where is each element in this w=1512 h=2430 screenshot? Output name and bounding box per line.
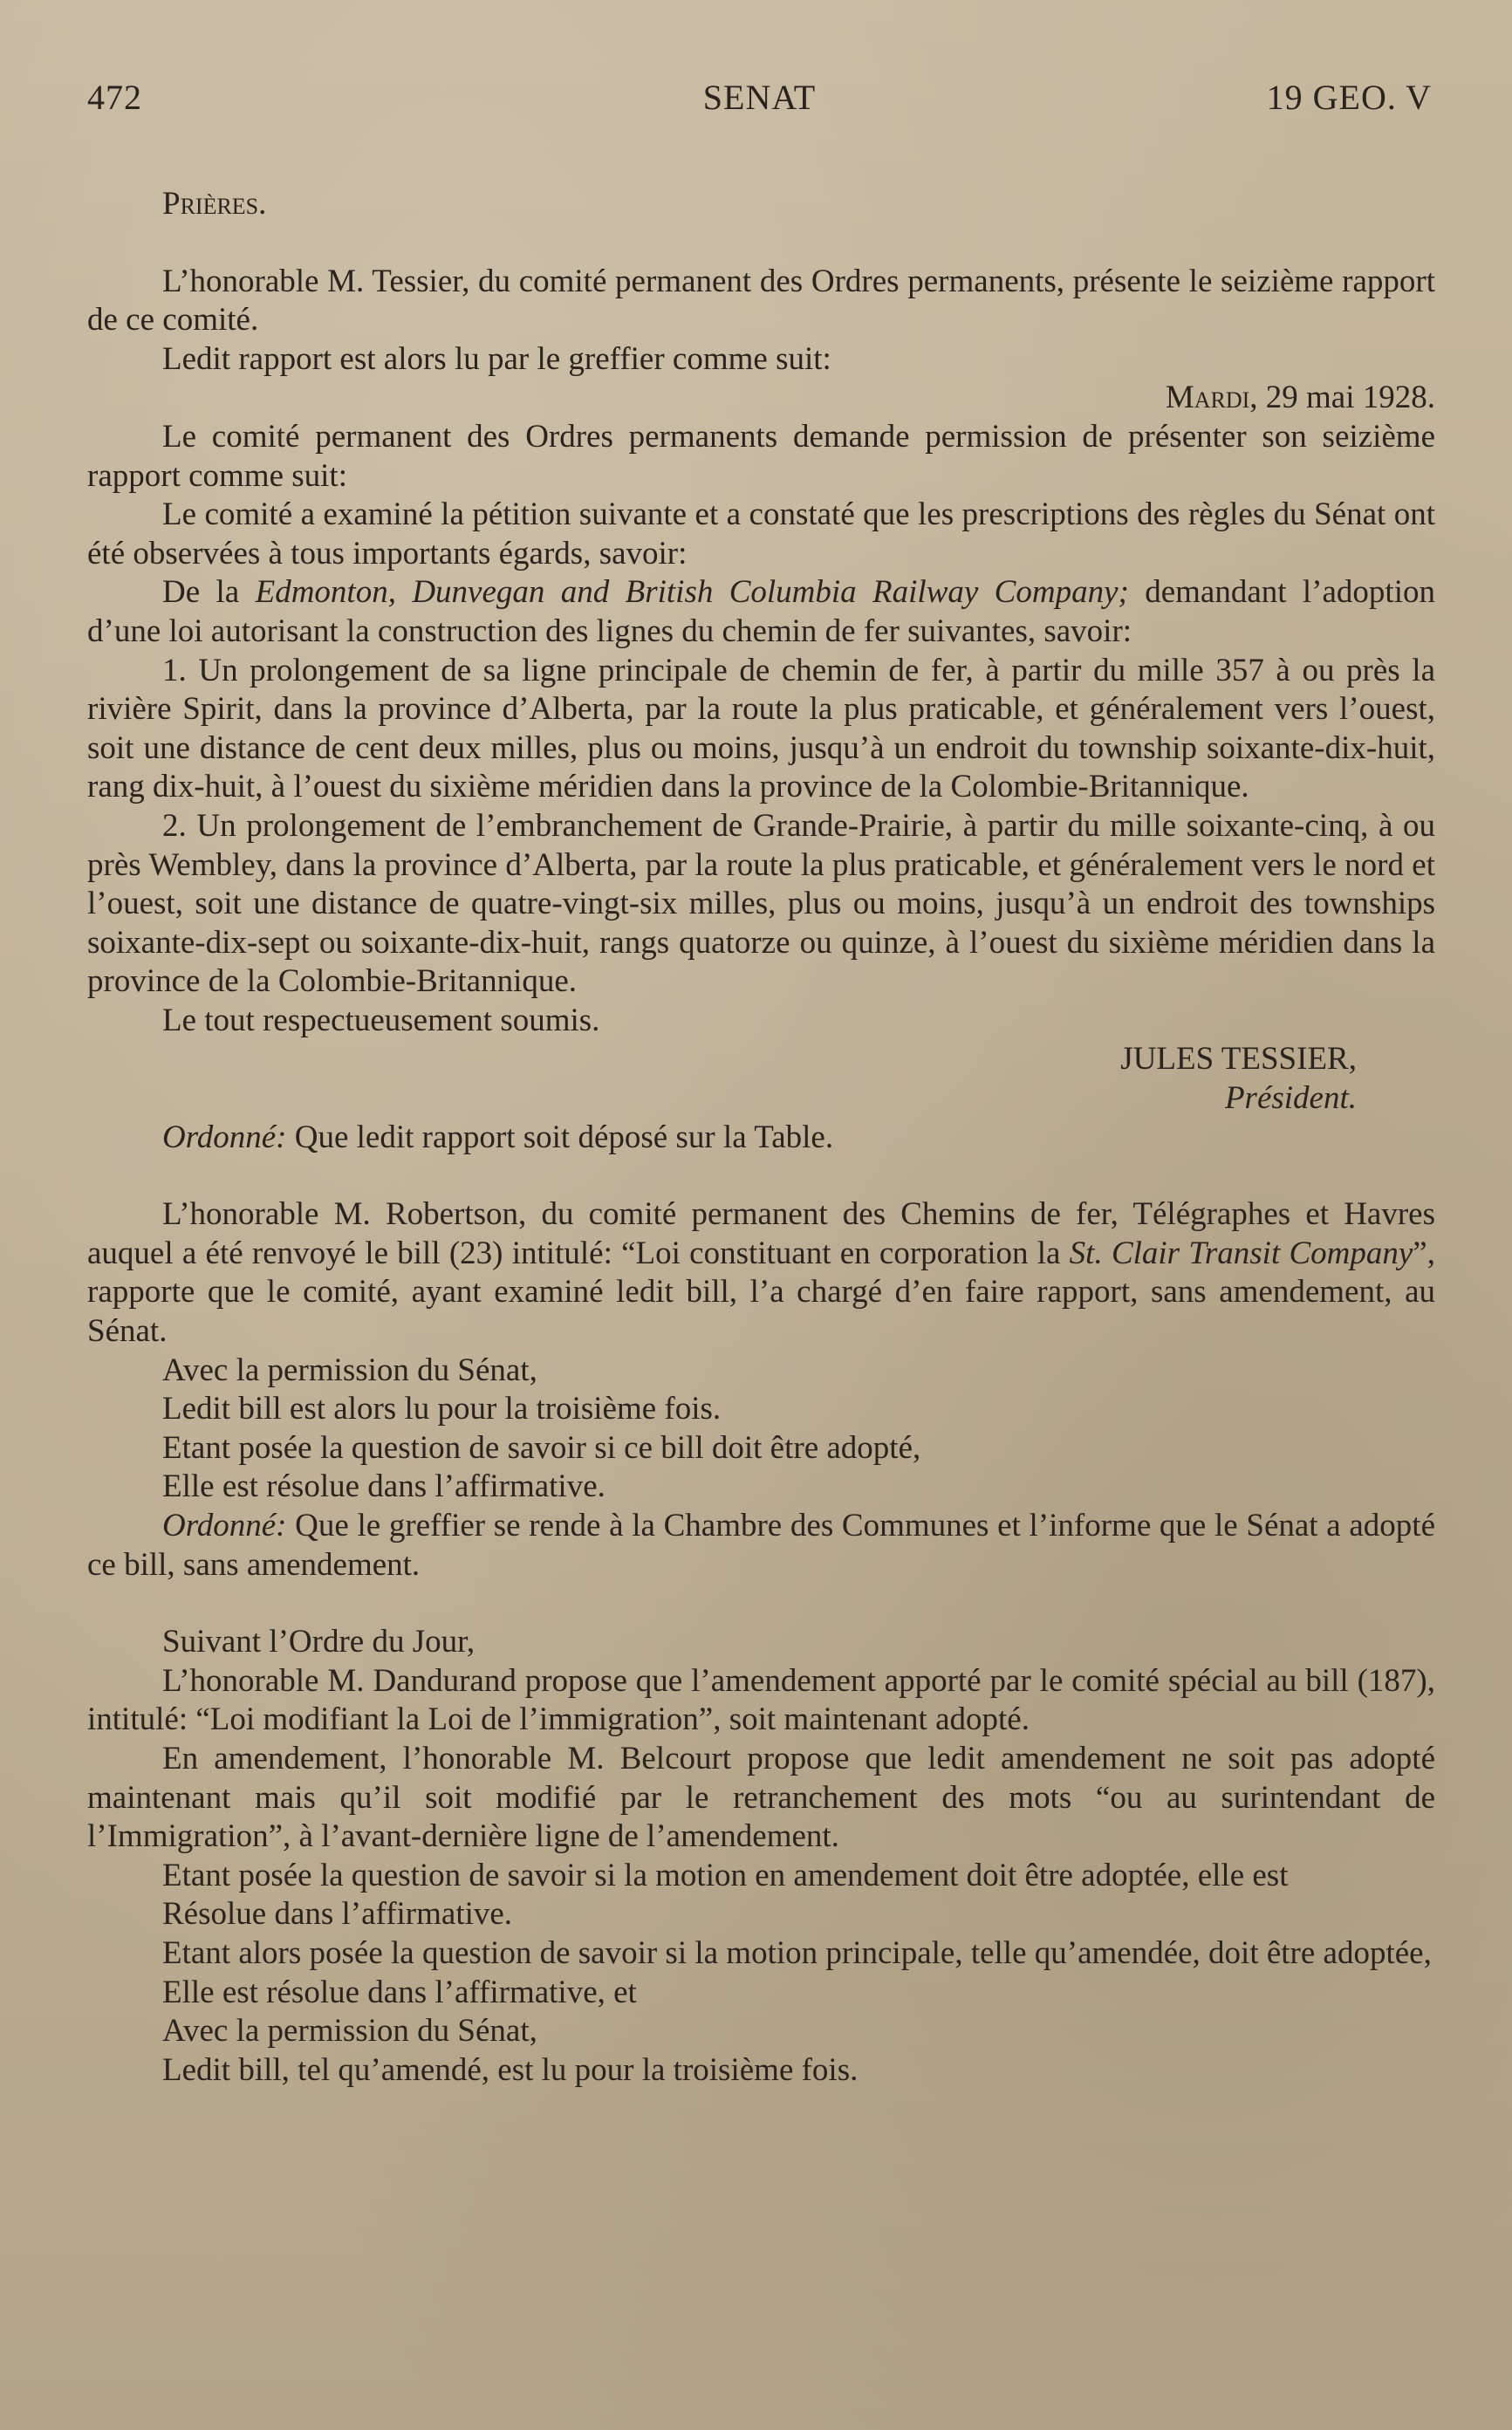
report-date-rest: , 29 mai 1928.	[1249, 380, 1435, 416]
prayers-heading: Prières.	[162, 186, 267, 222]
st-clair-company: St. Clair Transit Company	[1069, 1235, 1413, 1271]
dandurand-line-9: Ledit bill, tel qu’amendé, est lu pour la troisième fois.	[162, 2051, 859, 2088]
running-header	[87, 77, 1432, 120]
dandurand-line-7: Elle est résolue dans l’affirmative, et	[162, 1974, 637, 2010]
dandurand-line-4: Etant posée la question de savoir si la motion en amendement doit être adoptée, elle est	[162, 1857, 1289, 1893]
header-title: SENAT	[702, 78, 817, 117]
robertson-paragraph	[87, 1195, 1435, 1351]
robertson-post: ”, rapporte que le comité, ayant examiné ledit bill, l’a chargé d’en faire rapport, sans amendement, au Sénat.	[87, 1235, 1435, 1350]
p3-post: demandant l’adoption d’une loi autorisant la construction des lignes du chemin de fer suivantes, savoir:	[87, 574, 1435, 649]
order-text: Que ledit rapport soit déposé sur la Table.	[286, 1119, 834, 1155]
page-body	[87, 185, 1435, 2090]
order-text: Que le greffier se rende à la Chambre des Communes et l’informe que le Sénat a adopté ce bill, sans amendement.	[87, 1508, 1435, 1583]
dandurand-line-5: Résolue dans l’affirmative.	[162, 1896, 513, 1933]
robertson-line-1: Avec la permission du Sénat,	[162, 1352, 537, 1388]
report-closing: Le tout respectueusement soumis.	[162, 1002, 600, 1038]
header-reign: 19 GEO. V	[1266, 78, 1432, 117]
spacer	[87, 1585, 1435, 1623]
robertson-pre: L’honorable M. Robertson, du comité permanent des Chemins de fer, Télégraphes et Havres auquel a été renvoyé le bill (23) intitulé: “Loi constituant en corporation la	[87, 1196, 1435, 1271]
order-paragraph-2	[87, 1507, 1435, 1585]
page-number: 472	[87, 78, 142, 117]
dandurand-line-3: En amendement, l’honorable M. Belcourt propose que ledit amendement ne soit pas adopté maintenant mais qu’il soit modifié par le retranchement des mots “ou au surintendant de l’Immigration”, à l’avant-dernière ligne de l’amendement.	[87, 1740, 1435, 1855]
robertson-line-4: Elle est résolue dans l’affirmative.	[162, 1468, 605, 1505]
dandurand-line-8: Avec la permission du Sénat,	[162, 2013, 537, 2050]
tessier-intro: L’honorable M. Tessier, du comité permanent des Ordres permanents, présente le seizième rapport de ce comité.	[87, 263, 1435, 339]
dandurand-line-6: Etant alors posée la question de savoir si la motion principale, telle qu’amendée, doit être adoptée,	[162, 1934, 1432, 1971]
spacer	[87, 224, 1435, 263]
robertson-line-3: Etant posée la question de savoir si ce bill doit être adopté,	[162, 1429, 921, 1466]
report-date	[87, 379, 1435, 418]
dandurand-line-1: Suivant l’Ordre du Jour,	[162, 1624, 475, 1660]
p3-pre: De la	[162, 574, 256, 611]
report-item-1: 1. Un prolongement de sa ligne principale de chemin de fer, à partir du mille 357 à ou près la rivière Spirit, dans la province d’Alberta, par la route la plus praticable, et généralement vers l’ouest, soit une distance de cent deux milles, plus ou moins, jusqu’à un endroit du township soixante-dix-huit, rang dix-huit, à l’ouest du sixième méridien dans la province de la Colombie-Britannique.	[87, 652, 1435, 805]
company-name: Edmonton, Dunvegan and British Columbia Railway Company;	[255, 574, 1129, 611]
signature: JULES TESSIER,	[1120, 1041, 1357, 1078]
report-paragraph-2: Le comité a examiné la pétition suivante et a constaté que les prescriptions des règles du Sénat ont été observées à tous importants égards, savoir:	[87, 496, 1435, 572]
signature-title: Président.	[1224, 1080, 1357, 1117]
report-paragraph-3	[87, 573, 1435, 651]
report-read-line: Ledit rapport est alors lu par le greffier comme suit:	[162, 340, 831, 377]
report-item-2: 2. Un prolongement de l’embranchement de Grande-Prairie, à partir du mille soixante-cinq, à ou près Wembley, dans la province d’Alberta, par la route la plus praticable, et généralement vers le nord et l’ouest, soit une distance de quatre-vingt-six milles, plus ou moins, jusqu’à un endroit des townships soixante-dix-sept ou soixante-dix-huit, rangs quatorze ou quinze, à l’ouest du sixième méridien dans la province de la Colombie-Britannique.	[87, 807, 1435, 1000]
spacer	[87, 1157, 1435, 1195]
dandurand-line-2: L’honorable M. Dandurand propose que l’amendement apporté par le comité spécial au bill (187), intitulé: “Loi modifiant la Loi de l’immigration”, soit maintenant adopté.	[87, 1662, 1435, 1738]
report-paragraph-1: Le comité permanent des Ordres permanents demande permission de présenter son seizième rapport comme suit:	[87, 418, 1435, 494]
order-label: Ordonné:	[162, 1508, 287, 1544]
robertson-line-2: Ledit bill est alors lu pour la troisième fois.	[162, 1391, 722, 1427]
report-date-day: Mardi	[1165, 380, 1250, 416]
order-paragraph-1	[87, 1119, 1435, 1158]
order-label: Ordonné:	[162, 1119, 287, 1155]
